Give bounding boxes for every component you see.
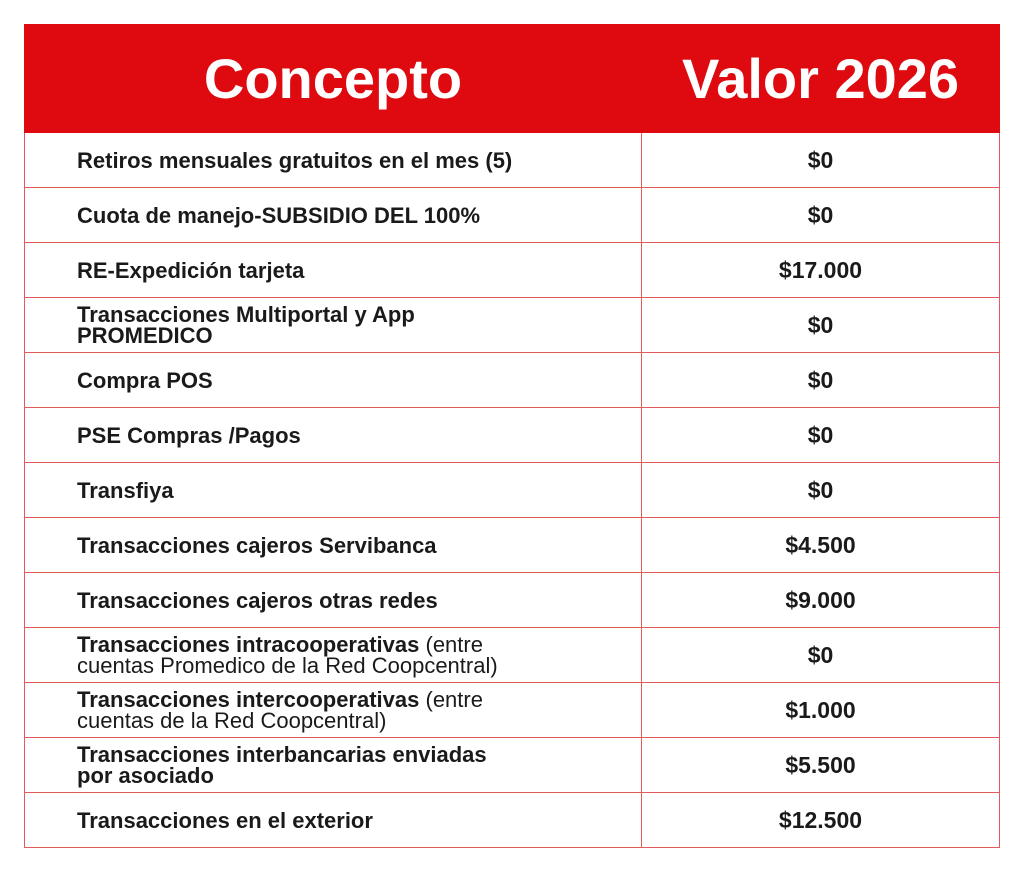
row-value: $4.500 [642, 518, 1000, 573]
table-header-row [25, 25, 1000, 133]
row-value: $0 [642, 298, 1000, 353]
row-concept-line1: Transacciones interbancarias enviadas [77, 742, 487, 767]
table-row [25, 408, 1000, 463]
table-row [25, 518, 1000, 573]
row-concept: Retiros mensuales gratuitos en el mes (5) [25, 133, 642, 188]
row-concept: Transacciones cajeros Servibanca [25, 518, 642, 573]
row-value: $0 [642, 463, 1000, 518]
table-row [25, 353, 1000, 408]
row-concept-line1: Transacciones intercooperativas [77, 687, 420, 712]
row-value: $0 [642, 133, 1000, 188]
row-value: $9.000 [642, 573, 1000, 628]
fees-table [24, 24, 1000, 848]
table-row [25, 463, 1000, 518]
row-concept-line2: cuentas Promedico de la Red Coopcentral) [77, 653, 498, 678]
row-concept-line2: PROMEDICO [77, 323, 213, 348]
row-value: $0 [642, 628, 1000, 683]
row-concept [25, 628, 642, 683]
row-value: $12.500 [642, 793, 1000, 848]
row-concept [25, 298, 642, 353]
row-value: $0 [642, 353, 1000, 408]
row-value: $1.000 [642, 683, 1000, 738]
header-value: Valor 2026 [642, 25, 1000, 133]
table-row [25, 188, 1000, 243]
table-row [25, 298, 1000, 353]
row-concept [25, 683, 642, 738]
row-concept-line1: Transacciones intracooperativas [77, 632, 420, 657]
row-value: $17.000 [642, 243, 1000, 298]
row-concept-line2: por asociado [77, 763, 214, 788]
row-value: $5.500 [642, 738, 1000, 793]
table-row [25, 683, 1000, 738]
table-row [25, 738, 1000, 793]
header-concept: Concepto [25, 25, 642, 133]
row-concept-line1: Transacciones Multiportal y App [77, 302, 415, 327]
row-value: $0 [642, 188, 1000, 243]
table-row [25, 133, 1000, 188]
row-concept: Compra POS [25, 353, 642, 408]
row-concept: Transacciones cajeros otras redes [25, 573, 642, 628]
row-value: $0 [642, 408, 1000, 463]
table-row [25, 573, 1000, 628]
row-concept [25, 738, 642, 793]
row-concept: Cuota de manejo-SUBSIDIO DEL 100% [25, 188, 642, 243]
table-row [25, 793, 1000, 848]
row-concept-line2: cuentas de la Red Coopcentral) [77, 708, 387, 733]
table-row [25, 628, 1000, 683]
row-concept: RE-Expedición tarjeta [25, 243, 642, 298]
row-concept-note: (entre [419, 632, 483, 657]
row-concept-note: (entre [419, 687, 483, 712]
row-concept: Transfiya [25, 463, 642, 518]
table-row [25, 243, 1000, 298]
row-concept: Transacciones en el exterior [25, 793, 642, 848]
row-concept: PSE Compras /Pagos [25, 408, 642, 463]
